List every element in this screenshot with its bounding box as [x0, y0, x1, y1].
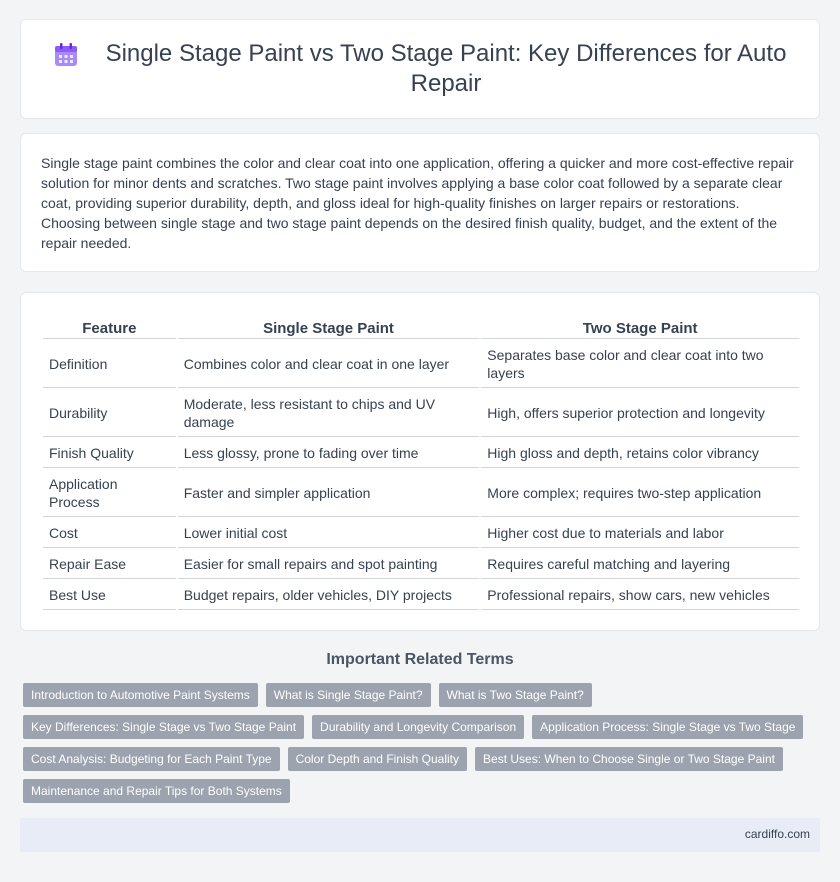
single-stage-cell: Lower initial cost [178, 519, 480, 548]
two-stage-cell: High gloss and depth, retains color vibrancy [481, 439, 799, 468]
single-stage-cell: Less glossy, prone to fading over time [178, 439, 480, 468]
header-card [20, 19, 820, 119]
single-stage-cell: Easier for small repairs and spot painting [178, 550, 480, 579]
two-stage-cell: Professional repairs, show cars, new vehicles [481, 581, 799, 610]
page-title: Single Stage Paint vs Two Stage Paint: Key Differences for Auto Repair [105, 40, 787, 97]
single-stage-cell: Faster and simpler application [178, 470, 480, 517]
related-term-tag[interactable]: Durability and Longevity Comparison [312, 715, 524, 739]
table-row [43, 439, 799, 468]
intro-paragraph: Single stage paint combines the color and clear coat into one application, offering a quicker and more cost-effective repair solution for minor dents and scratches. Two stage paint involves applying a base color coat followed by a separate clear coat, providing superior durability, depth, and gloss ideal for high-quality finishes on larger repairs or restorations. Choosing between single stage and two stage paint depends on the desired finish quality, budget, and the extent of the repair needed. [41, 155, 794, 251]
single-stage-cell: Combines color and clear coat in one layer [178, 341, 480, 388]
single-stage-cell: Budget repairs, older vehicles, DIY projects [178, 581, 480, 610]
related-terms-title: Important Related Terms [326, 651, 514, 668]
two-stage-cell: More complex; requires two-step application [481, 470, 799, 517]
header-two-stage: Two Stage Paint [481, 317, 799, 339]
footer [20, 818, 820, 852]
table-row [43, 519, 799, 548]
related-term-tag[interactable]: Introduction to Automotive Paint Systems [23, 683, 258, 707]
calendar-icon [51, 40, 81, 70]
feature-cell: Finish Quality [43, 439, 176, 468]
table-row [43, 470, 799, 517]
intro-card [20, 133, 820, 272]
header-feature: Feature [43, 317, 176, 339]
related-term-tag[interactable]: Key Differences: Single Stage vs Two Stage Paint [23, 715, 304, 739]
related-term-tag[interactable]: What is Single Stage Paint? [266, 683, 431, 707]
table-header-row [43, 317, 799, 339]
feature-cell: Definition [43, 341, 176, 388]
related-terms-list [23, 683, 823, 803]
related-term-tag[interactable]: Application Process: Single Stage vs Two Stage [532, 715, 803, 739]
comparison-table [41, 315, 801, 612]
two-stage-cell: Requires careful matching and layering [481, 550, 799, 579]
related-term-tag[interactable]: Color Depth and Finish Quality [288, 747, 467, 771]
feature-cell: Best Use [43, 581, 176, 610]
table-row [43, 550, 799, 579]
footer-site-link[interactable]: cardiffo.com [744, 827, 810, 841]
related-term-tag[interactable]: Maintenance and Repair Tips for Both Systems [23, 779, 290, 803]
table-row [43, 390, 799, 437]
table-row [43, 341, 799, 388]
related-term-tag[interactable]: Cost Analysis: Budgeting for Each Paint Type [23, 747, 280, 771]
comparison-table-card [20, 292, 820, 631]
two-stage-cell: Separates base color and clear coat into two layers [481, 341, 799, 388]
related-term-tag[interactable]: Best Uses: When to Choose Single or Two Stage Paint [475, 747, 783, 771]
feature-cell: Durability [43, 390, 176, 437]
table-row [43, 581, 799, 610]
two-stage-cell: Higher cost due to materials and labor [481, 519, 799, 548]
two-stage-cell: High, offers superior protection and longevity [481, 390, 799, 437]
header-single-stage: Single Stage Paint [178, 317, 480, 339]
related-term-tag[interactable]: What is Two Stage Paint? [439, 683, 592, 707]
feature-cell: Repair Ease [43, 550, 176, 579]
single-stage-cell: Moderate, less resistant to chips and UV damage [178, 390, 480, 437]
feature-cell: Application Process [43, 470, 176, 517]
feature-cell: Cost [43, 519, 176, 548]
